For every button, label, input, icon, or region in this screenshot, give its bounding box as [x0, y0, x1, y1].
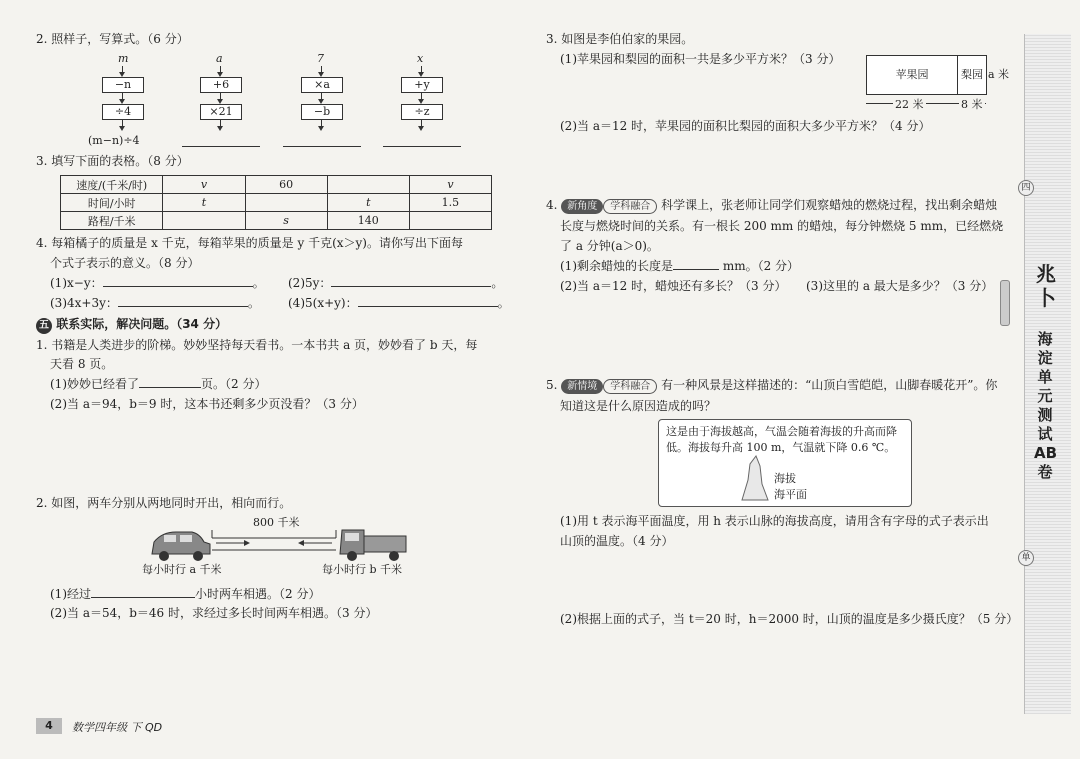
tag-subject: 学科融合	[603, 199, 657, 214]
q4-line2: 个式子表示的意义。（8 分）	[50, 256, 200, 270]
answer-blank[interactable]	[358, 306, 498, 307]
q2-answer-blank[interactable]	[383, 146, 461, 147]
p1-sub1: (1)妙妙已经看了 页。（2 分）	[50, 377, 267, 391]
q2-op-box: −b	[301, 104, 343, 120]
r-q4-sub3: (3)这里的 a 最大是多少？（3 分）	[806, 279, 994, 293]
orchard-width2: 8 米	[961, 98, 983, 111]
sidebar-circle-bottom: 单	[1018, 550, 1034, 566]
car-icon	[152, 532, 210, 561]
p1-line1: 1. 书籍是人类进步的阶梯。妙妙坚持每天看书。一本书共 a 页，妙妙看了 b 天，每	[36, 338, 478, 352]
page-number: 4	[36, 718, 62, 734]
answer-blank[interactable]	[103, 286, 253, 287]
table-cell: 60	[245, 176, 327, 194]
r-q4-line3: 了 a 分钟(a＞0)。	[560, 239, 659, 253]
table-row-header: 速度/(千米/时)	[61, 176, 163, 194]
orchard-side-label: a 米	[988, 68, 1010, 81]
q2-arrow-head	[119, 126, 125, 131]
q2-answer-blank[interactable]	[182, 146, 260, 147]
q2-op-box: +6	[200, 77, 242, 93]
p2-distance: 800 千米	[250, 514, 303, 530]
p2-car-label: 每小时行 a 千米	[142, 563, 222, 576]
orchard-pear: 梨园	[957, 55, 987, 95]
r-q5-line2: 知道这是什么原因造成的吗？	[560, 399, 717, 413]
table-cell: s	[245, 212, 327, 230]
answer-blank[interactable]	[91, 597, 195, 598]
q3-title: 3. 填写下面的表格。（8 分）	[36, 154, 189, 168]
r-q3-sub1: (1)苹果园和梨园的面积一共是多少平方米？（3 分）	[560, 52, 841, 66]
r-q5-sub1b: 山顶的温度。（4 分）	[560, 534, 674, 548]
q2-variable: a	[216, 52, 223, 65]
tag-subject: 学科融合	[603, 379, 657, 394]
r-q4-line2: 长度与燃烧时间的关系。有一根长 200 mm 的蜡烛，每分钟燃烧 5 mm，已经燃烧	[560, 219, 1004, 233]
table-row	[61, 212, 492, 230]
p1-sub2: (2)当 a＝94，b＝9 时，这本书还剩多少页没看？（3 分）	[50, 397, 364, 411]
table-row	[61, 176, 492, 194]
q2-op-box: +y	[401, 77, 443, 93]
table-cell[interactable]	[245, 194, 327, 212]
r-q4-sub2: (2)当 a＝12 时，蜡烛还有多长？（3 分）	[560, 279, 787, 293]
info-line2: 低。海拔每升高 100 m，气温就下降 0.6 ℃。	[666, 441, 896, 454]
q2-op-box: ×21	[200, 104, 242, 120]
answer-blank[interactable]	[139, 387, 201, 388]
q4-item-a: (1)x−y： 。	[50, 276, 265, 290]
table-row	[61, 194, 492, 212]
q2-op-box: −n	[102, 77, 144, 93]
section-title: 联系实际，解决问题。（34 分）	[56, 317, 228, 331]
q3-table	[60, 175, 492, 230]
table-cell: v	[409, 176, 491, 194]
r-q4-line1: 4. 新角度 学科融合 科学课上，张老师让同学们观察蜡烛的燃烧过程，找出剩余蜡烛	[546, 198, 998, 212]
r-q3-sub2: (2)当 a＝12 时，苹果园的面积比梨园的面积大多少平方米？（4 分）	[560, 119, 931, 133]
altitude-label: 海拔	[774, 472, 796, 485]
orchard-apple: 苹果园	[866, 55, 958, 95]
q2-result: (m−n)÷4	[88, 134, 140, 147]
q2-arrow-head	[418, 126, 424, 131]
r-q5-line1: 5. 新情境 学科融合 有一种风景是这样描述的：“山顶白雪皑皑，山脚春暖花开”。你	[546, 378, 998, 392]
sidebar-circle-top: 四	[1018, 180, 1034, 196]
q2-arrow-head	[217, 126, 223, 131]
q4-line1: 4. 每箱橘子的质量是 x 千克，每箱苹果的质量是 y 千克(x＞y)。请你写出下面每	[36, 236, 463, 250]
tag-new-angle: 新角度	[561, 199, 603, 214]
p2-sub1: (1)经过 小时两车相遇。（2 分）	[50, 587, 321, 601]
answer-blank[interactable]	[331, 286, 491, 287]
brand-logo: 兆卜	[1036, 262, 1056, 310]
answer-blank[interactable]	[118, 306, 248, 307]
table-cell[interactable]	[409, 212, 491, 230]
q2-arrow-head	[318, 126, 324, 131]
p2-sub2: (2)当 a＝54，b＝46 时，求经过多长时间两车相遇。（3 分）	[50, 606, 378, 620]
q2-title: 2. 照样子，写算式。（6 分）	[36, 32, 189, 46]
q2-op-box: ÷z	[401, 104, 443, 120]
q4-item-c: (3)4x+3y： 。	[50, 296, 260, 310]
r-q5-sub2: (2)根据上面的式子，当 t＝20 时，h＝2000 时，山顶的温度是多少摄氏度？（5 分）	[560, 612, 1019, 626]
table-cell[interactable]	[327, 176, 409, 194]
r-q3-title: 3. 如图是李伯伯家的果园。	[546, 32, 694, 46]
footer-text: 数学四年级 下 QD	[72, 721, 163, 734]
p1-line2: 天看 8 页。	[50, 357, 114, 371]
mountain-icon	[738, 454, 772, 502]
q2-variable: 7	[317, 52, 324, 65]
answer-blank[interactable]	[673, 269, 719, 270]
q2-variable: x	[417, 52, 424, 65]
sea-level-label: 海平面	[774, 488, 807, 501]
section-badge: 五	[36, 318, 52, 334]
p2-truck-label: 每小时行 b 千米	[322, 563, 403, 576]
candle-icon	[1000, 280, 1010, 326]
section-five-heading	[36, 315, 227, 334]
q4-item-b: (2)5y： 。	[288, 276, 504, 290]
table-row-header: 路程/千米	[61, 212, 163, 230]
truck-icon	[340, 530, 406, 561]
tag-new-context: 新情境	[561, 379, 603, 394]
q2-variable: m	[118, 52, 129, 65]
table-cell: t	[327, 194, 409, 212]
r-q4-sub1: (1)剩余蜡烛的长度是 mm。（2 分）	[560, 259, 800, 273]
table-row-header: 时间/小时	[61, 194, 163, 212]
info-line1: 这是由于海拔越高，气温会随着海拔的升高而降	[666, 425, 897, 438]
q2-op-box: ÷4	[102, 104, 144, 120]
q2-answer-blank[interactable]	[283, 146, 361, 147]
q4-item-d: (4)5(x+y)： 。	[288, 296, 510, 310]
sidebar-title: 海淀单元测试AB卷	[1034, 330, 1058, 481]
p2-title: 2. 如图，两车分别从两地同时开出，相向而行。	[36, 496, 292, 510]
q2-op-box: ×a	[301, 77, 343, 93]
table-cell: v	[163, 176, 245, 194]
r-q5-sub1a: (1)用 t 表示海平面温度，用 h 表示山脉的海拔高度，请用含有字母的式子表示出	[560, 514, 989, 528]
table-cell: 1.5	[409, 194, 491, 212]
orchard-width1: 22 米	[895, 98, 924, 111]
table-cell[interactable]	[163, 212, 245, 230]
table-cell: t	[163, 194, 245, 212]
table-cell: 140	[327, 212, 409, 230]
